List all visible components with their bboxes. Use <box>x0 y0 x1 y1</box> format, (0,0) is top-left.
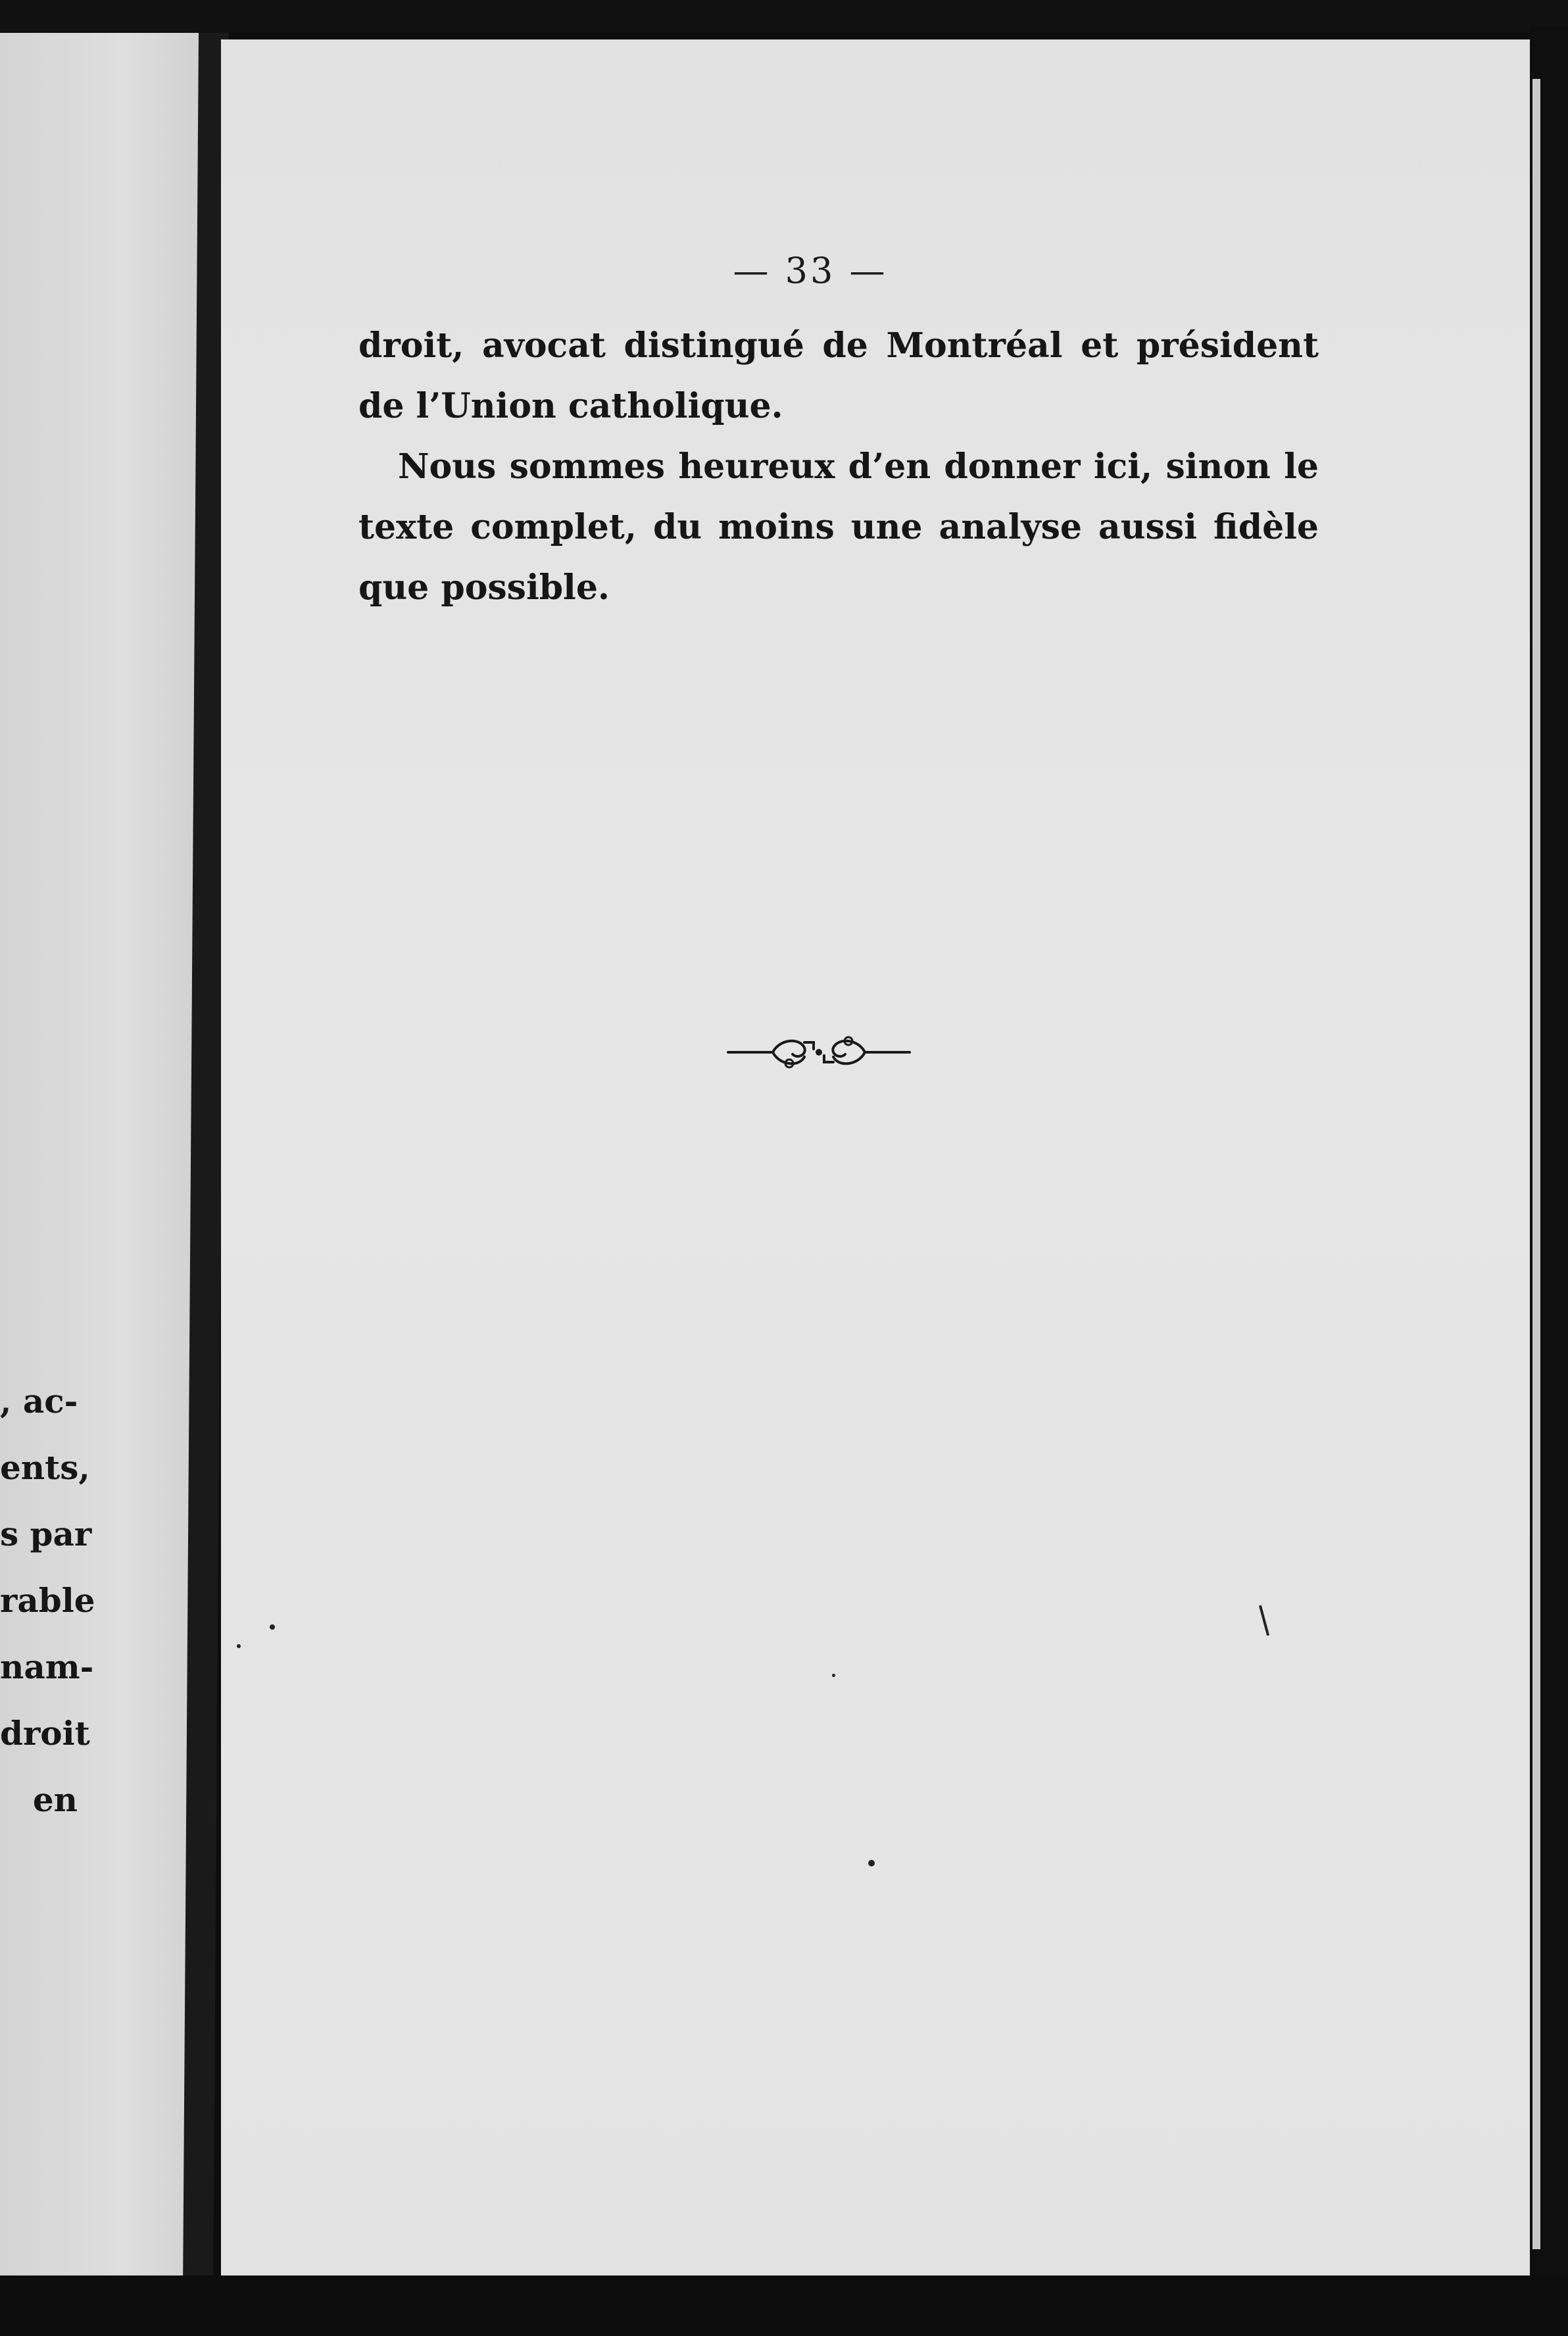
left-fragment-line: nam- <box>0 1647 94 1686</box>
left-fragment-line: ents, <box>0 1448 90 1487</box>
page-number: — 33 — <box>733 250 888 291</box>
paragraph-1: droit, avocat distingué de Montréal et président de l’Union catholique. <box>358 326 1319 426</box>
fleuron-ornament-icon <box>727 1029 911 1075</box>
left-page <box>0 33 209 2282</box>
paragraph-2: Nous sommes heureux d’en donner ici, sinon le texte complet, du moins une analyse aussi fidèle que possible. <box>358 447 1319 608</box>
left-fragment-line: en <box>32 1780 78 1819</box>
paper-speck <box>237 1644 241 1648</box>
left-fragment-line: s par <box>0 1515 92 1553</box>
bottom-scan-edge <box>0 2275 1568 2336</box>
paper-speck <box>270 1624 275 1630</box>
paper-speck <box>868 1860 875 1866</box>
left-fragment-line: droit <box>0 1714 90 1753</box>
left-page-text-fragments <box>0 1368 95 1833</box>
left-fragment-line: rable <box>0 1581 95 1620</box>
right-page-edge-sliver <box>1532 79 1540 2249</box>
page-body <box>358 316 1319 618</box>
left-fragment-line: , ac- <box>0 1382 78 1421</box>
top-scan-edge <box>0 0 1568 33</box>
paper-speck <box>832 1674 835 1677</box>
